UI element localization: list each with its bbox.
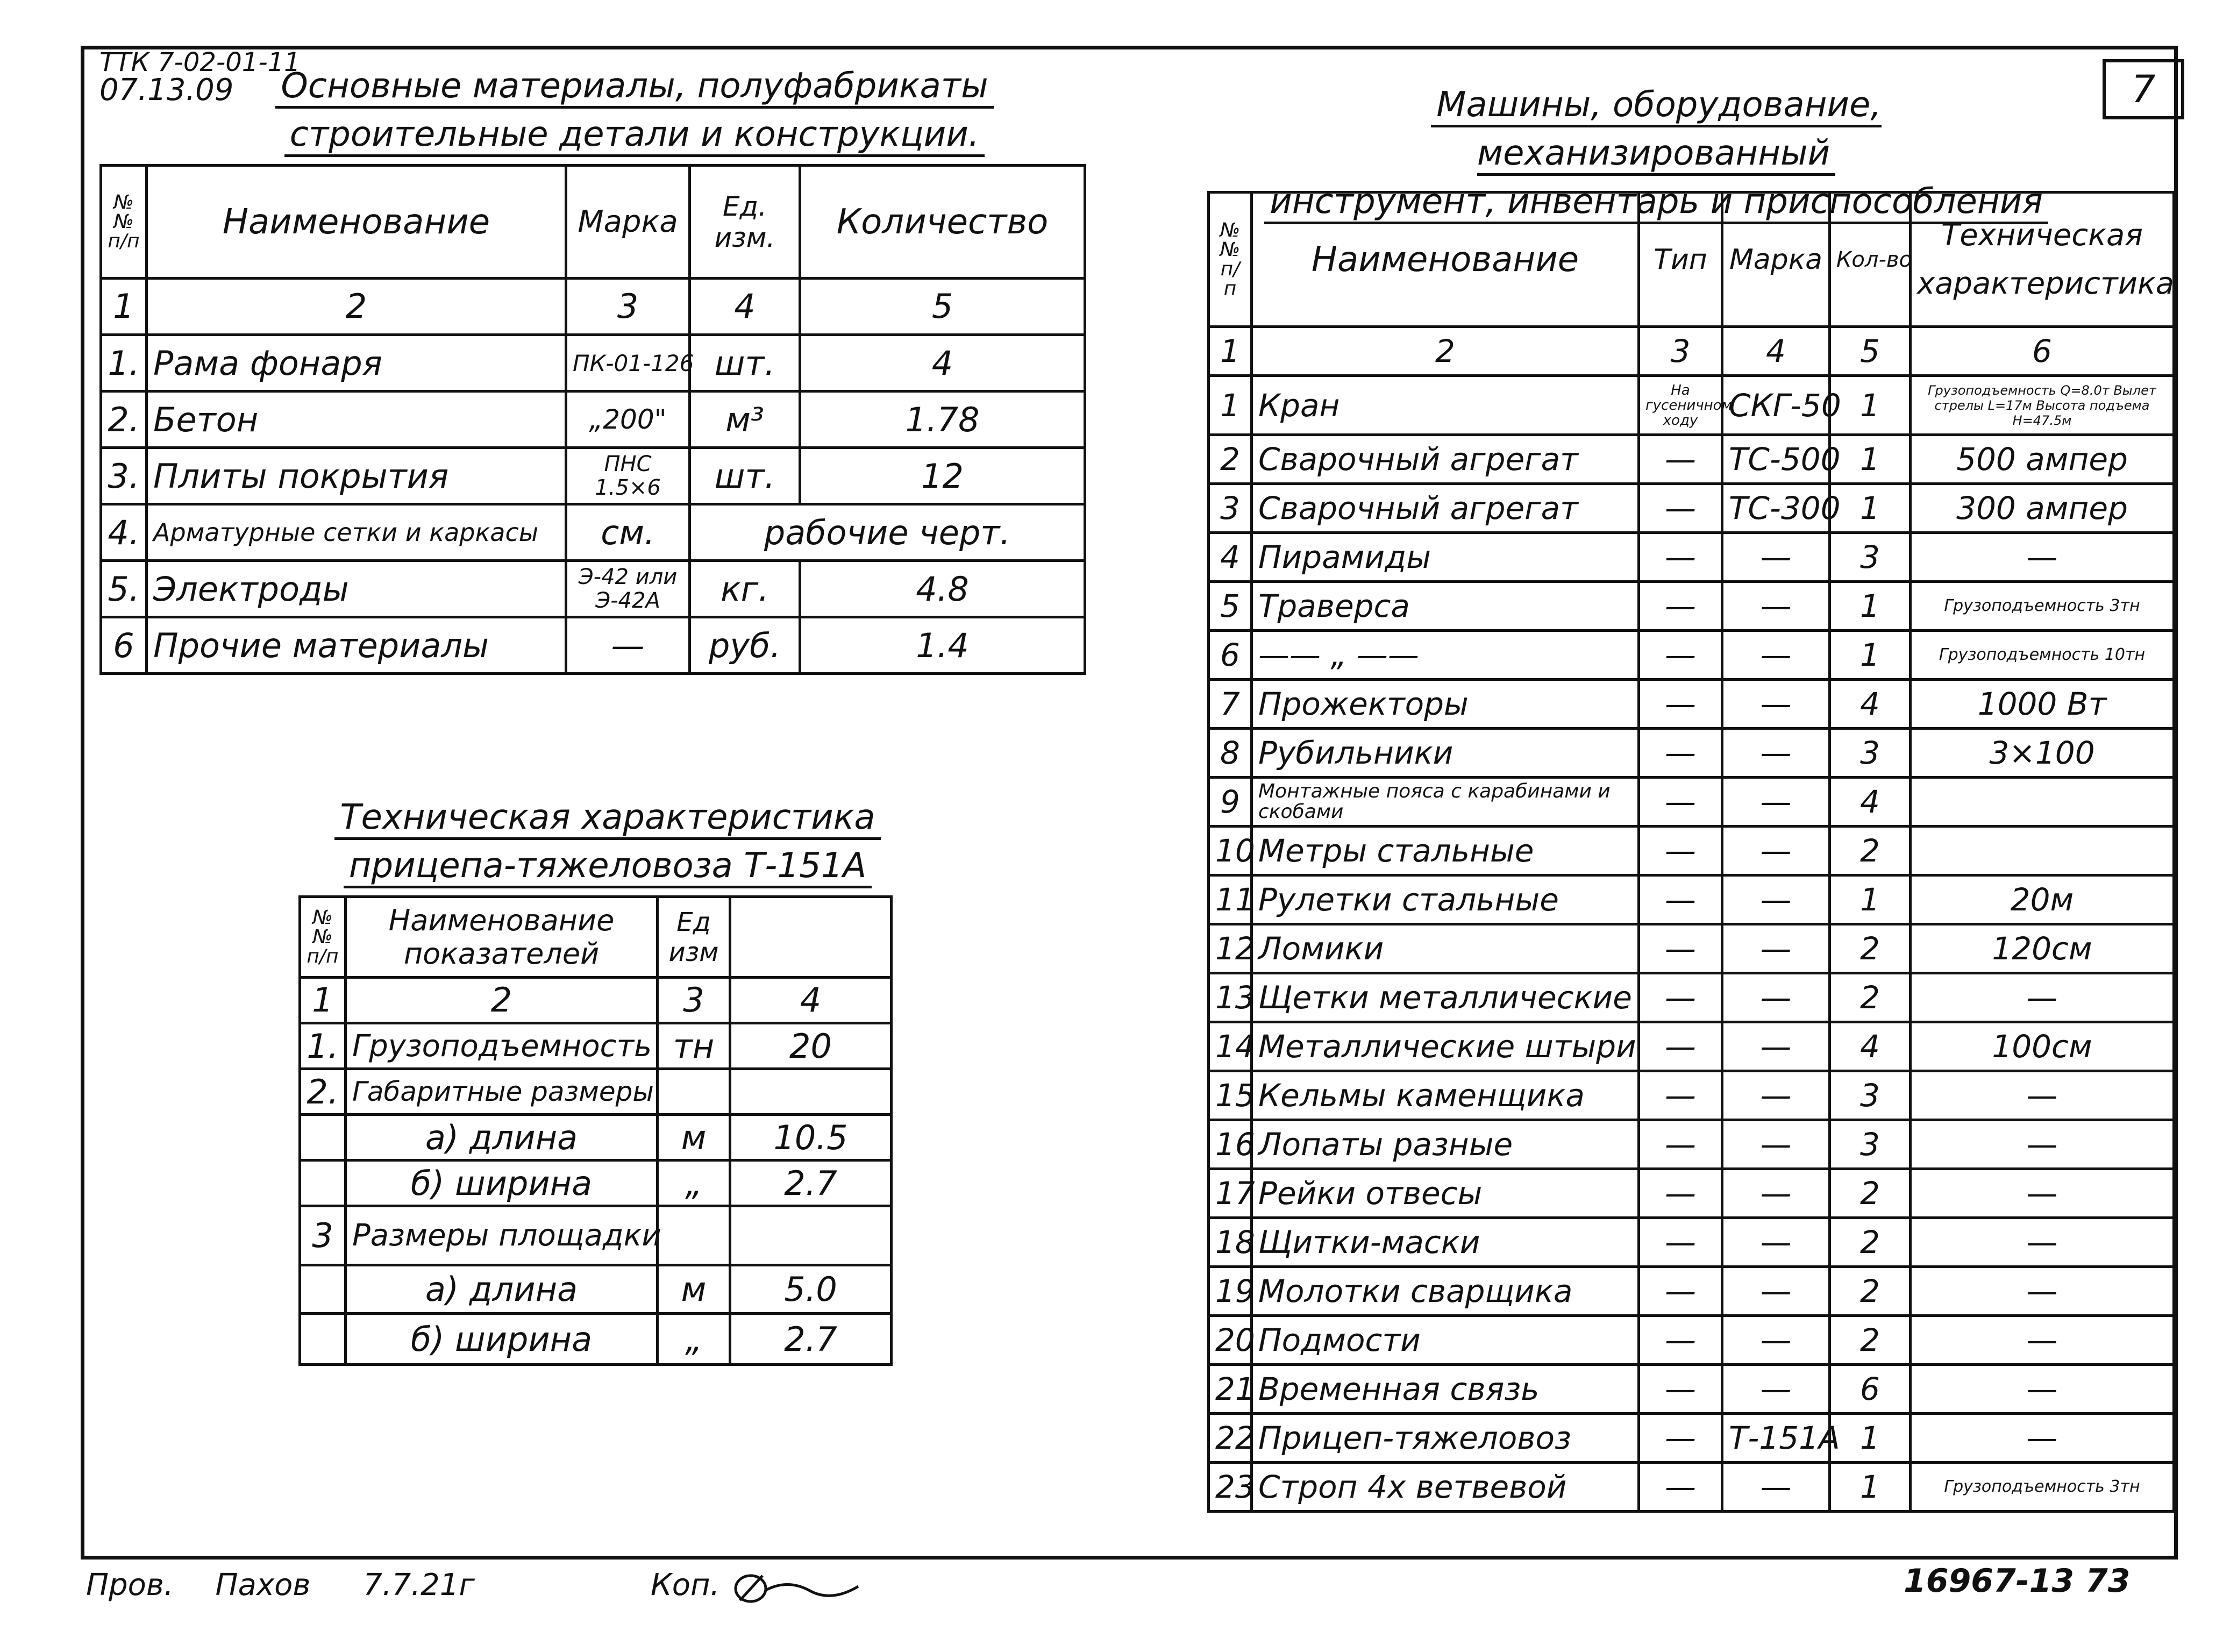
- table-row: [1209, 1463, 2174, 1512]
- checked-date: 7.7.21г: [363, 1568, 475, 1603]
- row-spec: 3×100: [1911, 729, 2174, 778]
- colnum: 5: [800, 279, 1085, 335]
- materials-title: [258, 62, 1011, 159]
- row-qty: 3: [1830, 533, 1911, 582]
- machines-header-num: №№ п/п: [1209, 193, 1252, 327]
- row-name: Габаритные размеры: [346, 1069, 658, 1115]
- table-row: [1209, 631, 2174, 680]
- row-value: 20: [730, 1023, 892, 1069]
- row-type: —: [1639, 973, 1722, 1022]
- row-name: Электроды: [147, 561, 566, 617]
- row-type: —: [1639, 827, 1722, 875]
- row-spec: 1000 Вт: [1911, 680, 2174, 729]
- colnum: 6: [1911, 327, 2174, 376]
- row-mark: —: [1722, 875, 1830, 924]
- row-type: —: [1639, 875, 1722, 924]
- row-spec: —: [1911, 1169, 2174, 1218]
- table-row: [1209, 827, 2174, 875]
- row-mark: —: [1722, 973, 1830, 1022]
- row-name: Сварочный агрегат: [1252, 484, 1639, 533]
- row-mark: —: [1722, 631, 1830, 680]
- row-name: Кельмы каменщика: [1252, 1071, 1639, 1120]
- machines-colnum-row: [1209, 327, 2174, 376]
- row-mark: —: [1722, 1169, 1830, 1218]
- row-number: [300, 1265, 346, 1314]
- colnum: 4: [690, 279, 800, 335]
- row-number: 2: [1209, 435, 1252, 484]
- row-spec: —: [1911, 1414, 2174, 1463]
- row-spec: —: [1911, 533, 2174, 582]
- row-name: —— „ ——: [1252, 631, 1639, 680]
- row-spec: 120см: [1911, 924, 2174, 973]
- row-name: Лопаты разные: [1252, 1120, 1639, 1169]
- row-number: 7: [1209, 680, 1252, 729]
- row-mark: „200": [566, 391, 690, 448]
- trailer-header-row: [300, 897, 892, 978]
- row-value: 5.0: [730, 1265, 892, 1314]
- table-row: [1209, 973, 2174, 1022]
- row-name: Плиты покрытия: [147, 448, 566, 504]
- trailer-header-value: [730, 897, 892, 978]
- materials-header-mark: Марка: [566, 166, 690, 279]
- machines-header-qty: Кол-во: [1830, 193, 1911, 327]
- row-name: Прожекторы: [1252, 680, 1639, 729]
- row-type: —: [1639, 729, 1722, 778]
- row-spec: 20м: [1911, 875, 2174, 924]
- table-row: [1209, 729, 2174, 778]
- table-row: [1209, 1022, 2174, 1071]
- row-number: [300, 1160, 346, 1206]
- colnum: 2: [1252, 327, 1639, 376]
- row-number: 20: [1209, 1316, 1252, 1365]
- row-name: Пирамиды: [1252, 533, 1639, 582]
- row-qty: 6: [1830, 1365, 1911, 1414]
- colnum: 3: [658, 978, 730, 1023]
- row-qty: 3: [1830, 1120, 1911, 1169]
- row-number: 3: [1209, 484, 1252, 533]
- row-name: Грузоподъемность: [346, 1023, 658, 1069]
- row-number: 15: [1209, 1071, 1252, 1120]
- row-type: —: [1639, 924, 1722, 973]
- trailer-table: [298, 895, 893, 1366]
- row-number: 5.: [101, 561, 147, 617]
- row-spec: —: [1911, 1267, 2174, 1316]
- row-name: Размеры площадки: [346, 1206, 658, 1265]
- colnum: 2: [147, 279, 566, 335]
- table-row: [101, 335, 1085, 391]
- row-number: 22: [1209, 1414, 1252, 1463]
- row-qty: 3: [1830, 1071, 1911, 1120]
- row-number: 8: [1209, 729, 1252, 778]
- row-qty: 1: [1830, 631, 1911, 680]
- machines-title-line1: Машины, оборудование, механизированный: [1431, 85, 1881, 176]
- row-mark: —: [1722, 1463, 1830, 1512]
- colnum: 3: [566, 279, 690, 335]
- row-qty: 1: [1830, 582, 1911, 631]
- row-spec: —: [1911, 973, 2174, 1022]
- row-qty: 1: [1830, 435, 1911, 484]
- row-number: 3.: [101, 448, 147, 504]
- document-code-line1: ТТК 7-02-01-11: [99, 47, 301, 77]
- row-mark: —: [1722, 533, 1830, 582]
- row-number: 11: [1209, 875, 1252, 924]
- row-name: б) ширина: [346, 1160, 658, 1206]
- table-row: [101, 617, 1085, 674]
- row-unit: шт.: [690, 335, 800, 391]
- machines-table: [1207, 191, 2175, 1513]
- row-unit: шт.: [690, 448, 800, 504]
- row-unit: „: [658, 1314, 730, 1365]
- table-row: [1209, 1365, 2174, 1414]
- row-name: Монтажные пояса с карабинами и скобами: [1252, 778, 1639, 827]
- document-code-line2: 07.13.09: [99, 73, 234, 108]
- table-row: [1209, 1316, 2174, 1365]
- row-type: —: [1639, 1316, 1722, 1365]
- trailer-header-num: №№ п/п: [300, 897, 346, 978]
- row-qty: 2: [1830, 1218, 1911, 1267]
- table-row: [1209, 924, 2174, 973]
- row-name: Арматурные сетки и каркасы: [147, 504, 566, 561]
- row-spec: Грузоподъемность 3тн: [1911, 1463, 2174, 1512]
- table-row: [101, 561, 1085, 617]
- row-number: 9: [1209, 778, 1252, 827]
- checked-name: Пахов: [215, 1568, 311, 1603]
- row-name: Молотки сварщика: [1252, 1267, 1639, 1316]
- row-qty: 4: [1830, 680, 1911, 729]
- row-name: Щетки металлические: [1252, 973, 1639, 1022]
- row-name: Металлические штыри: [1252, 1022, 1639, 1071]
- row-number: 2.: [101, 391, 147, 448]
- row-number: 19: [1209, 1267, 1252, 1316]
- table-row: [1209, 533, 2174, 582]
- table-row: [300, 1069, 892, 1115]
- row-name: а) длина: [346, 1115, 658, 1160]
- row-qty: 4: [800, 335, 1085, 391]
- row-spec: [1911, 827, 2174, 875]
- trailer-title-line2: прицепа-тяжеловоза Т-151А: [344, 846, 872, 888]
- row-unit: [658, 1069, 730, 1115]
- row-qty: 2: [1830, 1169, 1911, 1218]
- row-qty: 1.78: [800, 391, 1085, 448]
- table-row: [1209, 1218, 2174, 1267]
- row-type: —: [1639, 533, 1722, 582]
- row-type: —: [1639, 1120, 1722, 1169]
- row-type: —: [1639, 582, 1722, 631]
- machines-title-line2: инструмент, инвентарь и приспособления: [1264, 182, 2048, 224]
- table-row: [300, 1314, 892, 1365]
- table-row: [300, 1206, 892, 1265]
- row-qty: рабочие черт.: [690, 504, 1085, 561]
- table-row: [1209, 582, 2174, 631]
- row-mark: ПК-01-126: [566, 335, 690, 391]
- row-mark: см.: [566, 504, 690, 561]
- machines-header-type: Тип: [1639, 193, 1722, 327]
- row-name: Прицеп-тяжеловоз: [1252, 1414, 1639, 1463]
- row-spec: 500 ампер: [1911, 435, 2174, 484]
- colnum: 1: [300, 978, 346, 1023]
- row-type: —: [1639, 1218, 1722, 1267]
- row-number: 13: [1209, 973, 1252, 1022]
- row-qty: 2: [1830, 827, 1911, 875]
- row-mark: —: [1722, 1365, 1830, 1414]
- machines-header-row: [1209, 193, 2174, 327]
- row-qty: 1: [1830, 1414, 1911, 1463]
- row-spec: [1911, 778, 2174, 827]
- trailer-title-line1: Техническая характеристика: [334, 797, 880, 840]
- table-row: [300, 1115, 892, 1160]
- materials-title-line2: строительные детали и конструкции.: [284, 115, 985, 157]
- table-row: [1209, 1169, 2174, 1218]
- row-mark: —: [1722, 680, 1830, 729]
- table-row: [1209, 1120, 2174, 1169]
- table-row: [101, 504, 1085, 561]
- page-number: 7: [2103, 59, 2184, 119]
- machines-header-name: Наименование: [1252, 193, 1639, 327]
- row-mark: Э-42 или Э-42А: [566, 561, 690, 617]
- row-name: Щитки-маски: [1252, 1218, 1639, 1267]
- row-number: 14: [1209, 1022, 1252, 1071]
- row-name: Рама фонаря: [147, 335, 566, 391]
- row-number: [300, 1115, 346, 1160]
- table-row: [1209, 1071, 2174, 1120]
- table-row: [1209, 1267, 2174, 1316]
- row-mark: —: [1722, 1071, 1830, 1120]
- row-type: —: [1639, 1463, 1722, 1512]
- colnum: 5: [1830, 327, 1911, 376]
- row-unit: [658, 1206, 730, 1265]
- row-spec: 300 ампер: [1911, 484, 2174, 533]
- row-type: —: [1639, 484, 1722, 533]
- row-name: б) ширина: [346, 1314, 658, 1365]
- table-row: [1209, 376, 2174, 435]
- row-qty: 3: [1830, 729, 1911, 778]
- row-name: а) длина: [346, 1265, 658, 1314]
- row-unit: м: [658, 1115, 730, 1160]
- row-qty: 4: [1830, 1022, 1911, 1071]
- row-mark: СКГ-50: [1722, 376, 1830, 435]
- row-type: —: [1639, 1071, 1722, 1120]
- materials-title-line1: Основные материалы, полуфабрикаты: [275, 66, 993, 109]
- row-unit: „: [658, 1160, 730, 1206]
- row-mark: —: [1722, 1267, 1830, 1316]
- row-mark: —: [1722, 582, 1830, 631]
- materials-header-unit: Ед. изм.: [690, 166, 800, 279]
- row-type: —: [1639, 1169, 1722, 1218]
- row-name: Траверса: [1252, 582, 1639, 631]
- row-name: Рубильники: [1252, 729, 1639, 778]
- signature-icon: [729, 1568, 869, 1606]
- table-row: [1209, 875, 2174, 924]
- row-mark: ТС-300: [1722, 484, 1830, 533]
- materials-colnum-row: [101, 279, 1085, 335]
- row-spec: —: [1911, 1071, 2174, 1120]
- row-number: 6: [1209, 631, 1252, 680]
- row-spec: —: [1911, 1365, 2174, 1414]
- row-mark: Т-151А: [1722, 1414, 1830, 1463]
- table-row: [1209, 435, 2174, 484]
- row-spec: Грузоподъемность 10тн: [1911, 631, 2174, 680]
- row-qty: 2: [1830, 1316, 1911, 1365]
- row-mark: ТС-500: [1722, 435, 1830, 484]
- machines-body: [1209, 376, 2174, 1512]
- table-row: [300, 1265, 892, 1314]
- table-row: [300, 1160, 892, 1206]
- row-number: 23: [1209, 1463, 1252, 1512]
- row-spec: —: [1911, 1120, 2174, 1169]
- row-qty: 12: [800, 448, 1085, 504]
- trailer-colnum-row: [300, 978, 892, 1023]
- row-number: [300, 1314, 346, 1365]
- row-unit: м³: [690, 391, 800, 448]
- row-unit: тн: [658, 1023, 730, 1069]
- row-qty: 1: [1830, 376, 1911, 435]
- row-value: [730, 1069, 892, 1115]
- row-number: 18: [1209, 1218, 1252, 1267]
- row-number: 1.: [101, 335, 147, 391]
- row-type: —: [1639, 631, 1722, 680]
- row-qty: 1: [1830, 875, 1911, 924]
- row-number: 1.: [300, 1023, 346, 1069]
- row-number: 1: [1209, 376, 1252, 435]
- row-spec: 100см: [1911, 1022, 2174, 1071]
- row-number: 4: [1209, 533, 1252, 582]
- row-unit: руб.: [690, 617, 800, 674]
- row-number: 6: [101, 617, 147, 674]
- row-mark: —: [1722, 1218, 1830, 1267]
- copied-label: Коп.: [651, 1568, 720, 1603]
- trailer-header-unit: Ед изм: [658, 897, 730, 978]
- row-mark: —: [1722, 729, 1830, 778]
- footer-checked: [86, 1568, 475, 1603]
- table-row: [1209, 484, 2174, 533]
- row-spec: Грузоподъемность Q=8.0т Вылет стрелы L=17м Высота подъема H=47.5м: [1911, 376, 2174, 435]
- row-number: 21: [1209, 1365, 1252, 1414]
- row-name: Рейки отвесы: [1252, 1169, 1639, 1218]
- colnum: 3: [1639, 327, 1722, 376]
- table-row: [101, 391, 1085, 448]
- row-qty: 2: [1830, 973, 1911, 1022]
- row-qty: 4.8: [800, 561, 1085, 617]
- row-qty: 1: [1830, 1463, 1911, 1512]
- materials-header-num: №№ п/п: [101, 166, 147, 279]
- footer-copied: [651, 1568, 869, 1606]
- row-number: 12: [1209, 924, 1252, 973]
- row-spec: —: [1911, 1316, 2174, 1365]
- row-mark: —: [1722, 1316, 1830, 1365]
- row-unit: м: [658, 1265, 730, 1314]
- colnum: 4: [730, 978, 892, 1023]
- row-qty: 2: [1830, 1267, 1911, 1316]
- colnum: 1: [101, 279, 147, 335]
- row-number: 3: [300, 1206, 346, 1265]
- row-type: —: [1639, 1365, 1722, 1414]
- row-value: 2.7: [730, 1314, 892, 1365]
- row-number: 16: [1209, 1120, 1252, 1169]
- row-number: 2.: [300, 1069, 346, 1115]
- machines-header-mark: Марка: [1722, 193, 1830, 327]
- row-number: 4.: [101, 504, 147, 561]
- materials-header-row: [101, 166, 1085, 279]
- row-name: Метры стальные: [1252, 827, 1639, 875]
- materials-table: [99, 164, 1086, 675]
- row-qty: 4: [1830, 778, 1911, 827]
- materials-header-qty: Количество: [800, 166, 1085, 279]
- row-mark: —: [1722, 778, 1830, 827]
- row-type: —: [1639, 680, 1722, 729]
- row-qty: 1: [1830, 484, 1911, 533]
- row-name: Строп 4х ветвевой: [1252, 1463, 1639, 1512]
- row-spec: —: [1911, 1218, 2174, 1267]
- row-qty: 1.4: [800, 617, 1085, 674]
- table-row: [300, 1023, 892, 1069]
- row-type: —: [1639, 778, 1722, 827]
- machines-header-spec: Техническая характеристика: [1911, 193, 2174, 327]
- colnum: 1: [1209, 327, 1252, 376]
- row-name: Подмости: [1252, 1316, 1639, 1365]
- table-row: [1209, 1414, 2174, 1463]
- row-spec: Грузоподъемность 3тн: [1911, 582, 2174, 631]
- sheet-code: 16967-13 73: [1904, 1562, 2131, 1600]
- row-name: Бетон: [147, 391, 566, 448]
- checked-label: Пров.: [86, 1568, 174, 1603]
- row-mark: —: [566, 617, 690, 674]
- row-name: Рулетки стальные: [1252, 875, 1639, 924]
- row-number: 5: [1209, 582, 1252, 631]
- row-qty: 2: [1830, 924, 1911, 973]
- row-mark: —: [1722, 827, 1830, 875]
- trailer-header-name: Наименование показателей: [346, 897, 658, 978]
- row-type: —: [1639, 1022, 1722, 1071]
- table-row: [1209, 778, 2174, 827]
- row-mark: ПНС 1.5×6: [566, 448, 690, 504]
- row-name: Кран: [1252, 376, 1639, 435]
- row-name: Ломики: [1252, 924, 1639, 973]
- row-mark: —: [1722, 924, 1830, 973]
- row-value: [730, 1206, 892, 1265]
- row-number: 17: [1209, 1169, 1252, 1218]
- row-type: —: [1639, 435, 1722, 484]
- row-number: 10: [1209, 827, 1252, 875]
- table-row: [101, 448, 1085, 504]
- row-unit: кг.: [690, 561, 800, 617]
- colnum: 2: [346, 978, 658, 1023]
- trailer-title: [285, 793, 930, 890]
- row-type: —: [1639, 1267, 1722, 1316]
- row-name: Прочие материалы: [147, 617, 566, 674]
- row-value: 10.5: [730, 1115, 892, 1160]
- row-name: Сварочный агрегат: [1252, 435, 1639, 484]
- row-mark: —: [1722, 1022, 1830, 1071]
- materials-header-name: Наименование: [147, 166, 566, 279]
- table-row: [1209, 680, 2174, 729]
- row-name: Временная связь: [1252, 1365, 1639, 1414]
- row-type: —: [1639, 1414, 1722, 1463]
- row-value: 2.7: [730, 1160, 892, 1206]
- row-type: На гусеничном ходу: [1639, 376, 1722, 435]
- row-mark: —: [1722, 1120, 1830, 1169]
- colnum: 4: [1722, 327, 1830, 376]
